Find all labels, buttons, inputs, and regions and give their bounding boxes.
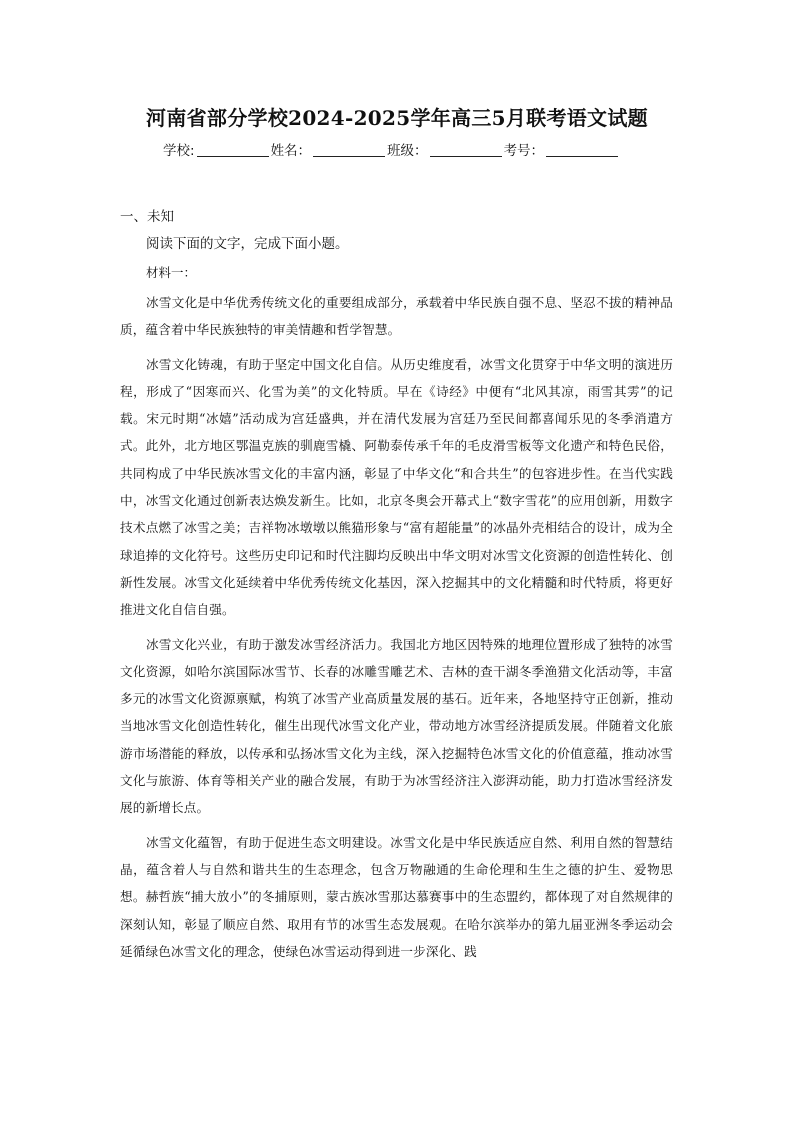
material-label: 材料一： (146, 265, 197, 280)
name-label: 姓名： (270, 143, 312, 159)
name-field (271, 139, 388, 159)
article-body (120, 289, 673, 972)
paragraph: 冰雪文化蕴智，有助于促进生态文明建设。冰雪文化是中华民族适应自然、利用自然的智慧结晶，蕴含着人与自然和谐共生的生态理念，包含万物融通的生命伦理和生生之德的护生、爱物思想。赫哲族“捕大放小”的冬捕原则，蒙古族冰雪那达慕赛事中的生态盟约，都体现了对自然规律的深刻认知，彰显了顺应自然、取用有节的冰雪生态发展观。在哈尔滨举办的第九届亚洲冬季运动会延循绿色冰雪文化的理念，使绿色冰雪运动得到进一步深化、践 (120, 834, 673, 959)
section-heading: 一、未知 (120, 209, 174, 225)
school-field (163, 139, 271, 159)
name-blank[interactable] (313, 142, 385, 157)
paragraph: 冰雪文化铸魂，有助于坚定中国文化自信。从历史维度看，冰雪文化贯穿于中华文明的演进历程，形成了“因寒而兴、化雪为美”的文化特质。早在《诗经》中便有“北风其凉，雨雪其雱”的记载。宋元时期“冰嬉”活动成为宫廷盛典，并在清代发展为宫廷乃至民间都喜闻乐见的冬季消遣方式。此外，北方地区鄂温克族的驯鹿雪橇、阿勒泰传承千年的毛皮滑雪板等文化遗产和特色民俗，共同构成了中华民族冰雪文化的丰富内涵，彰显了中华文化“和合共生”的包容进步性。在当代实践中，冰雪文化通过创新表达焕发新生。比如，北京冬奥会开幕式上“数字雪花”的应用创新，用数字技术点燃了冰雪之美；吉祥物冰墩墩以熊猫形象与“富有超能量”的冰晶外壳相结合的设计，成为全球追捧的文化符号。这些历史印记和时代注脚均反映出中华文明对冰雪文化资源的创造性转化、创新性发展。冰雪文化延续着中华优秀传统文化基因，深入挖掘其中的文化精髓和时代特质，将更好推进文化自信自强。 (120, 356, 673, 618)
class-field (387, 139, 504, 159)
class-label: 班级： (387, 143, 428, 159)
page-title: 河南省部分学校2024-2025学年高三5月联考语文试题 (146, 106, 648, 130)
school-label: 学校: (163, 143, 195, 159)
reading-instruction: 阅读下面的文字，完成下面小题。 (146, 236, 349, 252)
paragraph: 冰雪文化是中华优秀传统文化的重要组成部分，承载着中华民族自强不息、坚忍不拔的精神品质，蕴含着中华民族独特的审美情趣和哲学智慧。 (120, 295, 673, 338)
exam-number-blank[interactable] (546, 142, 618, 157)
exam-number-field (504, 139, 621, 159)
exam-number-label: 考号： (503, 143, 545, 159)
school-blank[interactable] (197, 142, 269, 157)
paragraph: 冰雪文化兴业，有助于激发冰雪经济活力。我国北方地区因特殊的地理位置形成了独特的冰雪文化资源，如哈尔滨国际冰雪节、长春的冰雕雪雕艺术、吉林的查干湖冬季渔猎文化活动等，丰富多元的冰雪文化资源禀赋，构筑了冰雪产业高质量发展的基石。近年来，各地坚持守正创新，推动当地冰雪文化创造性转化，催生出现代冰雪文化产业，带动地方冰雪经济提质发展。伴随着文化旅游市场潜能的释放，以传承和弘扬冰雪文化为主线，深入挖掘特色冰雪文化的价值意蕴，推动冰雪文化与旅游、体育等相关产业的融合发展，有助于为冰雪经济注入澎湃动能，助力打造冰雪经济发展的新增长点。 (120, 636, 673, 816)
class-blank[interactable] (430, 142, 502, 157)
student-info-row (163, 137, 620, 159)
